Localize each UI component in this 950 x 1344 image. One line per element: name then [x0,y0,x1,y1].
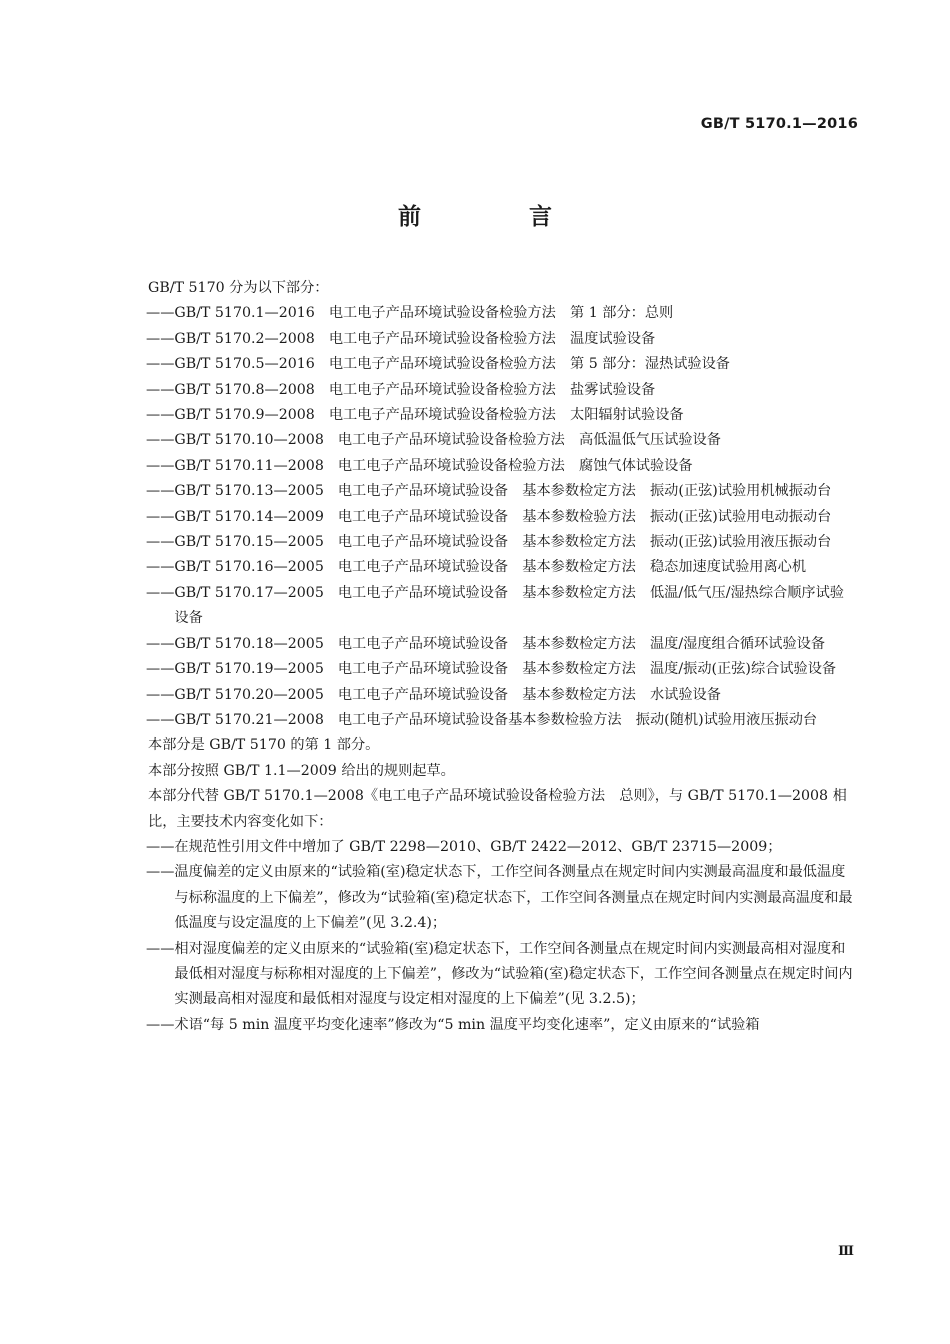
dash-marker: —— [146,381,175,398]
list-item [118,403,858,428]
change-text: 温度偏差的定义由原来的“试验箱(室)稳定状态下，工作空间各测量点在规定时间内实测最高温度和最低温度与标称温度的上下偏差”，修改为“试验箱(室)稳定状态下，工作空间各测量点在规定时间内实测最高温度和最低温度与设定温度的上下偏差”(见 3.2.4)； [174,864,853,932]
dash-marker: —— [146,661,175,678]
dash-marker: —— [146,457,175,474]
part-title: 电工电子产品环境试验设备检验方法 腐蚀气体试验设备 [337,457,693,474]
page-number: Ⅲ [838,1244,854,1259]
part-code: GB/T 5170.19—2005 [174,661,324,678]
list-item [118,327,858,352]
dash-marker: —— [146,432,175,449]
list-item [118,352,858,377]
part-code: GB/T 5170.18—2005 [174,635,324,652]
list-item [118,937,858,1013]
part-title: 电工电子产品环境试验设备 基本参数检定方法 水试验设备 [337,686,721,703]
change-text: 术语“每 5 min 温度平均变化速率”修改为“5 min 温度平均变化速率”，定义由原来的“试验箱 [174,1016,760,1033]
replaces-paragraph: 本部分代替 GB/T 5170.1—2008《电工电子产品环境试验设备检验方法 总则》，与 GB/T 5170.1—2008 相比，主要技术内容变化如下： [148,788,847,830]
dash-marker: —— [146,483,175,500]
list-item [118,657,858,682]
part-code: GB/T 5170.15—2005 [174,534,324,551]
intro-paragraph: GB/T 5170 分为以下部分： [148,280,329,296]
list-item [118,530,858,555]
part-code: GB/T 5170.5—2016 [174,356,315,373]
dash-marker: —— [146,1016,175,1033]
document-body [118,276,858,1038]
part-title: 电工电子产品环境试验设备检验方法 温度试验设备 [328,330,656,347]
page-title: 前 言 [397,204,602,230]
standard-code: GB/T 5170.1—2016 [700,116,858,132]
part-title: 电工电子产品环境试验设备 基本参数检定方法 稳态加速度试验用离心机 [337,559,807,576]
dash-marker: —— [146,686,175,703]
dash-marker: —— [146,864,175,881]
list-item [118,683,858,708]
part-of-paragraph: 本部分是 GB/T 5170 的第 1 部分。 [148,737,380,754]
part-code: GB/T 5170.10—2008 [174,432,324,449]
list-item [118,479,858,504]
part-title: 电工电子产品环境试验设备检验方法 高低温低气压试验设备 [337,432,721,449]
part-title: 电工电子产品环境试验设备基本参数检验方法 振动(随机)试验用液压振动台 [337,711,818,728]
part-title: 电工电子产品环境试验设备检验方法 第 1 部分：总则 [328,305,674,322]
change-text: 相对湿度偏差的定义由原来的“试验箱(室)稳定状态下，工作空间各测量点在规定时间内实测最高相对湿度和最低相对湿度与标称相对湿度的上下偏差”，修改为“试验箱(室)稳定状态下，工作空间各测量点在规定时间内实测最高相对湿度和最低相对湿度与设定相对湿度的上下偏差”(见 3.2.5)； [174,940,853,1008]
dash-marker: —— [146,940,175,957]
part-title: 电工电子产品环境试验设备 基本参数检验方法 振动(正弦)试验用电动振动台 [337,508,832,525]
part-code: GB/T 5170.20—2005 [174,686,324,703]
dash-marker: —— [146,584,175,601]
list-item [118,555,858,580]
part-title: 电工电子产品环境试验设备检验方法 太阳辐射试验设备 [328,407,684,424]
part-title: 电工电子产品环境试验设备 基本参数检定方法 低温/低气压/湿热综合顺序试验设备 [174,584,844,627]
part-code: GB/T 5170.21—2008 [174,711,324,728]
list-item [118,505,858,530]
part-code: GB/T 5170.11—2008 [174,457,324,474]
list-item [118,428,858,453]
dash-marker: —— [146,330,175,347]
dash-marker: —— [146,635,175,652]
change-text: 在规范性引用文件中增加了 GB/T 2298—2010、GB/T 2422—2012、GB/T 23715—2009； [174,838,782,855]
list-item [118,301,858,326]
part-code: GB/T 5170.13—2005 [174,483,324,500]
list-item [118,378,858,403]
part-title: 电工电子产品环境试验设备检验方法 盐雾试验设备 [328,381,656,398]
list-item [118,860,858,936]
parts-list [118,301,858,733]
part-code: GB/T 5170.8—2008 [174,381,315,398]
part-code: GB/T 5170.9—2008 [174,407,315,424]
list-item [118,835,858,860]
list-item [118,454,858,479]
list-item [118,632,858,657]
part-code: GB/T 5170.1—2016 [174,305,315,322]
list-item [118,1013,858,1038]
dash-marker: —— [146,559,175,576]
list-item [118,581,858,632]
part-title: 电工电子产品环境试验设备 基本参数检定方法 温度/湿度组合循环试验设备 [337,635,826,652]
dash-marker: —— [146,711,175,728]
part-code: GB/T 5170.2—2008 [174,330,315,347]
dash-marker: —— [146,305,175,322]
part-title: 电工电子产品环境试验设备 基本参数检定方法 温度/振动(正弦)综合试验设备 [337,661,837,678]
dash-marker: —— [146,508,175,525]
dash-marker: —— [146,407,175,424]
part-code: GB/T 5170.14—2009 [174,508,324,525]
dash-marker: —— [146,534,175,551]
part-code: GB/T 5170.16—2005 [174,559,324,576]
part-code: GB/T 5170.17—2005 [174,584,324,601]
drafting-paragraph: 本部分按照 GB/T 1.1—2009 给出的规则起草。 [148,762,455,779]
dash-marker: —— [146,838,175,855]
part-title: 电工电子产品环境试验设备 基本参数检定方法 振动(正弦)试验用机械振动台 [337,483,832,500]
part-title: 电工电子产品环境试验设备 基本参数检定方法 振动(正弦)试验用液压振动台 [337,534,832,551]
dash-marker: —— [146,356,175,373]
list-item [118,708,858,733]
part-title: 电工电子产品环境试验设备检验方法 第 5 部分：湿热试验设备 [328,356,730,373]
changes-list [118,835,858,1038]
